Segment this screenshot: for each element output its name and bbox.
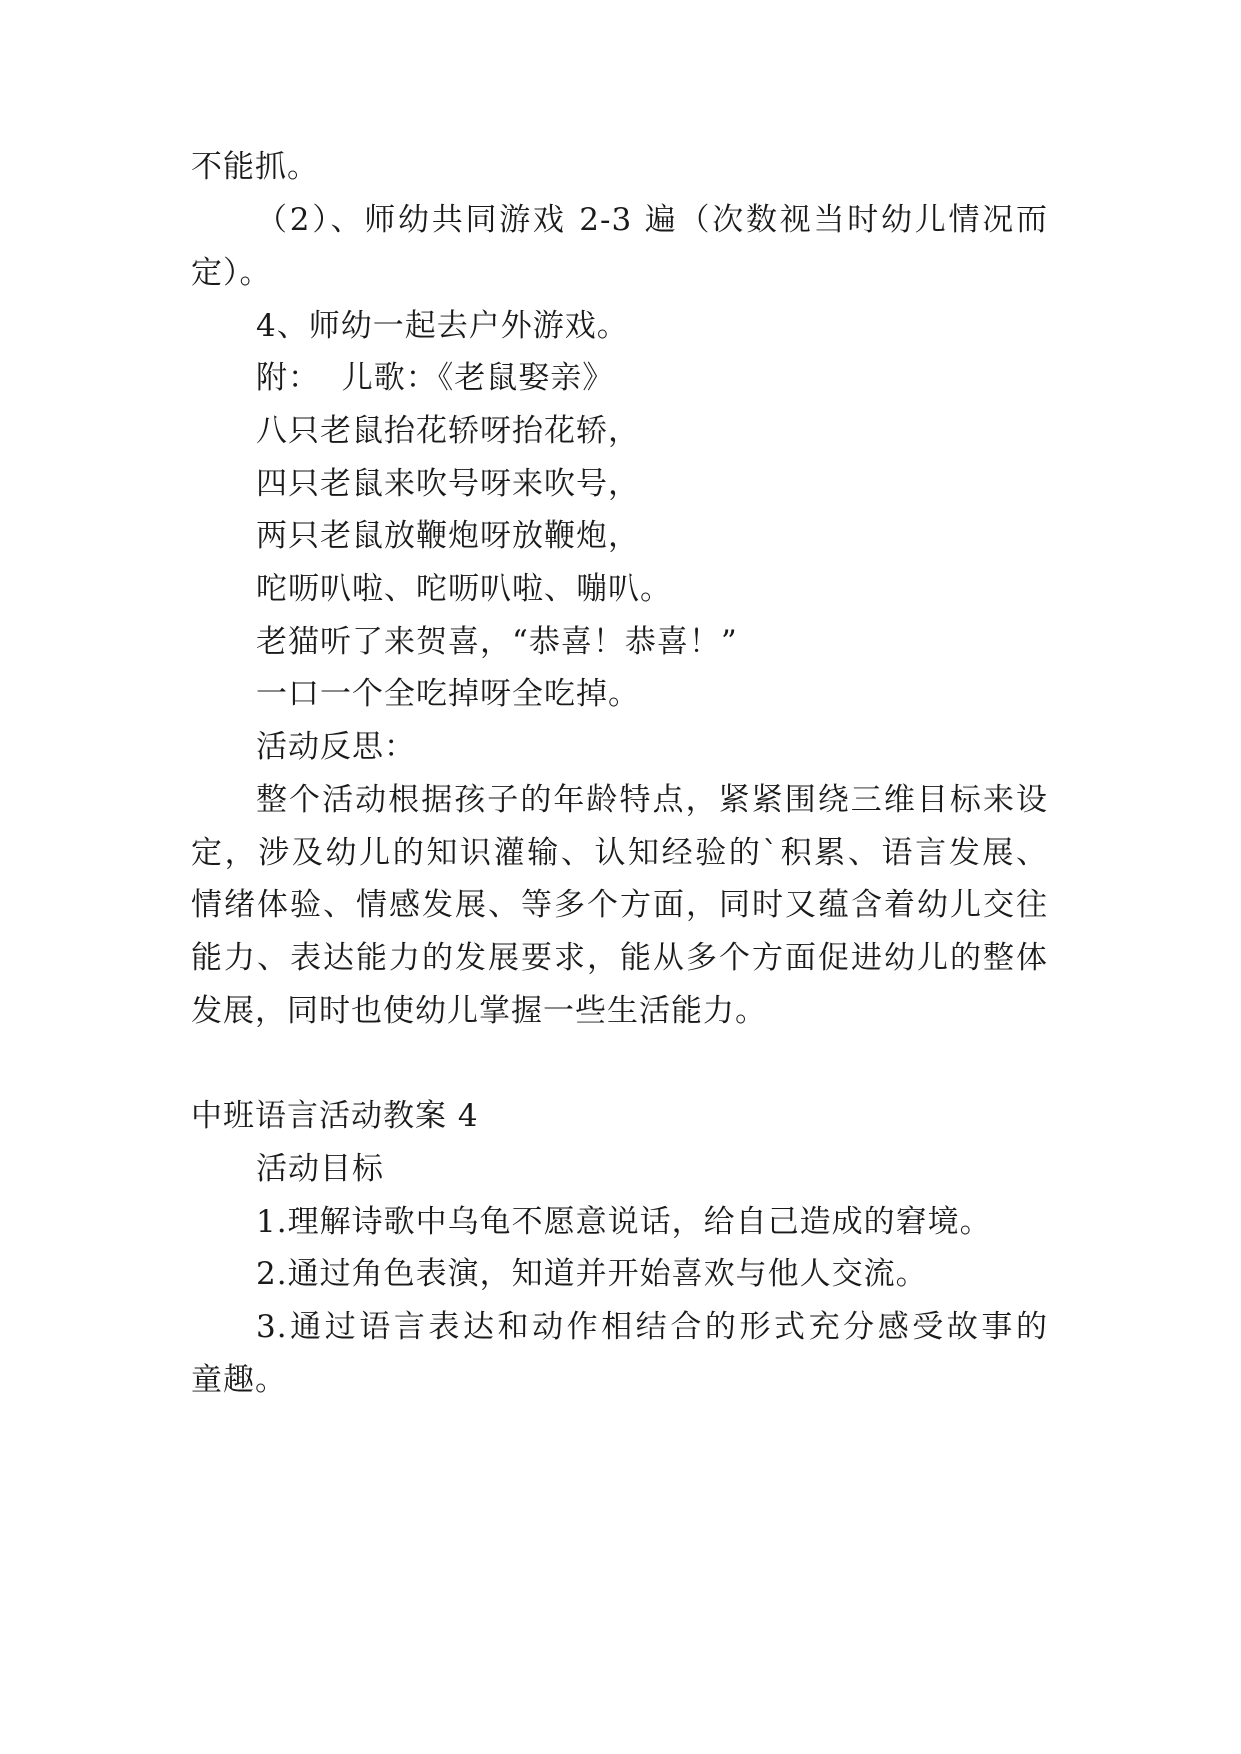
list-item: 童趣。 <box>191 1362 287 1398</box>
paragraph-line: （2）、师幼共同游戏 2-3 遍（次数视当时幼儿情况而 <box>256 202 1048 238</box>
section-heading: 活动反思： <box>256 729 416 765</box>
poem-line: 四只老鼠来吹号呀来吹号， <box>256 466 640 502</box>
list-item: 1.理解诗歌中乌龟不愿意说话，给自己造成的窘境。 <box>256 1204 992 1240</box>
poem-line: 八只老鼠抬花轿呀抬花轿， <box>256 413 640 449</box>
paragraph-line: 发展，同时也使幼儿掌握一些生活能力。 <box>191 993 767 1029</box>
paragraph-line: 能力、表达能力的发展要求，能从多个方面促进幼儿的整体 <box>191 940 1048 976</box>
poem-line: 一口一个全吃掉呀全吃掉。 <box>256 676 640 712</box>
section-title: 中班语言活动教案 4 <box>191 1098 479 1134</box>
section-heading: 活动目标 <box>256 1151 384 1187</box>
paragraph-line: 4、师幼一起去户外游戏。 <box>256 308 629 344</box>
poem-line: 两只老鼠放鞭炮呀放鞭炮， <box>256 518 640 554</box>
list-item: 2.通过角色表演，知道并开始喜欢与他人交流。 <box>256 1256 928 1292</box>
paragraph-line: 不能抓。 <box>191 149 319 185</box>
poem-line: 咜呖叭啦、咜呖叭啦、嘣叭。 <box>256 571 672 607</box>
paragraph-line: 定）。 <box>191 255 272 291</box>
paragraph-line: 附： 儿歌：《老鼠娶亲》 <box>256 360 615 396</box>
poem-line: 老猫听了来贺喜，“恭喜！恭喜！” <box>256 624 738 660</box>
paragraph-line: 定，涉及幼儿的知识灌输、认知经验的`积累、语言发展、 <box>191 835 1048 871</box>
paragraph-line: 情绪体验、情感发展、等多个方面，同时又蕴含着幼儿交往 <box>191 887 1048 923</box>
paragraph-line: 整个活动根据孩子的年龄特点，紧紧围绕三维目标来设 <box>256 782 1048 818</box>
list-item: 3.通过语言表达和动作相结合的形式充分感受故事的 <box>256 1309 1048 1345</box>
